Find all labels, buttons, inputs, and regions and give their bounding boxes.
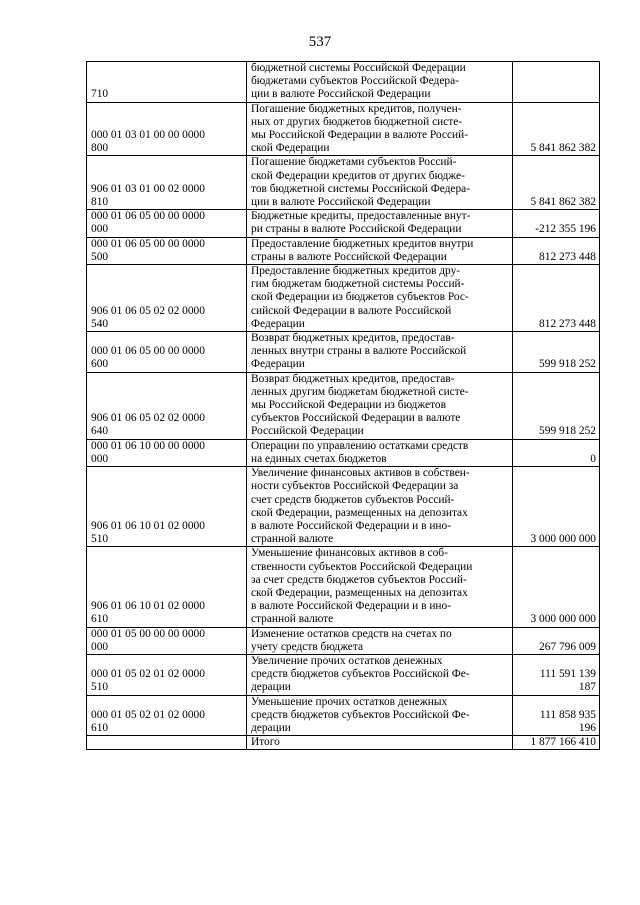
code-cell: 000 01 06 05 00 00 0000 500 <box>87 237 247 264</box>
table-row <box>87 736 600 750</box>
description-cell: Итого <box>247 736 513 750</box>
amount-cell: 111 591 139 187 <box>513 654 600 695</box>
amount-cell: 812 273 448 <box>513 237 600 264</box>
table-row <box>87 547 600 627</box>
code-cell: 000 01 05 02 01 02 0000 510 <box>87 654 247 695</box>
description-cell: Погашение бюджетами субъектов Россий- ской Федерации кредитов от других бюдже- тов бюджетной системы Российской Федера- ции в валюте Российской Федерации <box>247 156 513 210</box>
table-row <box>87 372 600 439</box>
code-cell: 906 01 06 05 02 02 0000 540 <box>87 265 247 332</box>
amount-cell: -212 355 196 <box>513 210 600 237</box>
budget-sources-table <box>86 61 600 750</box>
code-cell: 906 01 06 10 01 02 0000 510 <box>87 467 247 547</box>
table-row <box>87 332 600 373</box>
table-row <box>87 237 600 264</box>
amount-cell: 0 <box>513 439 600 466</box>
table-row <box>87 695 600 736</box>
code-cell: 000 01 05 00 00 00 0000 000 <box>87 627 247 654</box>
description-cell: Возврат бюджетных кредитов, предостав- ленных другим бюджетам бюджетной систе- мы Российской Федерации из бюджетов субъектов Российской Федерации в валюте Российской Федерации <box>247 372 513 439</box>
page-number: 537 <box>308 34 332 50</box>
table-row <box>87 627 600 654</box>
table-row <box>87 439 600 466</box>
description-cell: Погашение бюджетных кредитов, получен- ных от других бюджетов бюджетной систе- мы Российской Федерации в валюте Россий- ской Федерации <box>247 102 513 156</box>
code-cell: 906 01 06 10 01 02 0000 610 <box>87 547 247 627</box>
code-cell <box>87 736 247 750</box>
amount-cell: 3 000 000 000 <box>513 547 600 627</box>
table-row <box>87 210 600 237</box>
amount-cell: 599 918 252 <box>513 372 600 439</box>
table-body <box>87 62 600 750</box>
code-cell: 000 01 06 05 00 00 0000 000 <box>87 210 247 237</box>
table-row <box>87 62 600 103</box>
table-row <box>87 467 600 547</box>
table-row <box>87 102 600 156</box>
description-cell: Предоставление бюджетных кредитов внутри страны в валюте Российской Федерации <box>247 237 513 264</box>
amount-cell: 599 918 252 <box>513 332 600 373</box>
amount-cell: 111 858 935 196 <box>513 695 600 736</box>
description-cell: Предоставление бюджетных кредитов дру- гим бюджетам бюджетной системы Россий- ской Федерации из бюджетов субъектов Рос- сийской Федерации в валюте Российской Федерации <box>247 265 513 332</box>
table-row <box>87 156 600 210</box>
code-cell: 000 01 05 02 01 02 0000 610 <box>87 695 247 736</box>
table-row <box>87 654 600 695</box>
code-cell: 710 <box>87 62 247 103</box>
amount-cell: 5 841 862 382 <box>513 102 600 156</box>
code-cell: 000 01 03 01 00 00 0000 800 <box>87 102 247 156</box>
description-cell: Уменьшение финансовых активов в соб- ственности субъектов Российской Федерации за счет средств бюджетов субъектов Россий- ской Федерации, размещенных на депозитах в валюте Российской Федерации и в ино- странной валюте <box>247 547 513 627</box>
description-cell: Увеличение финансовых активов в собствен- ности субъектов Российской Федерации за счет средств бюджетов субъектов Россий- ской Федерации, размещенных на депозитах в валюте Российской Федерации и в ино- странной валюте <box>247 467 513 547</box>
code-cell: 000 01 06 05 00 00 0000 600 <box>87 332 247 373</box>
amount-cell: 812 273 448 <box>513 265 600 332</box>
amount-cell: 267 796 009 <box>513 627 600 654</box>
amount-cell: 1 877 166 410 <box>513 736 600 750</box>
description-cell: Увеличение прочих остатков денежных средств бюджетов субъектов Российской Фе- дерации <box>247 654 513 695</box>
code-cell: 000 01 06 10 00 00 0000 000 <box>87 439 247 466</box>
description-cell: Уменьшение прочих остатков денежных средств бюджетов субъектов Российской Фе- дерации <box>247 695 513 736</box>
description-cell: бюджетной системы Российской Федерации бюджетами субъектов Российской Федера- ции в валюте Российской Федерации <box>247 62 513 103</box>
description-cell: Бюджетные кредиты, предоставленные внут- ри страны в валюте Российской Федерации <box>247 210 513 237</box>
amount-cell <box>513 62 600 103</box>
amount-cell: 5 841 862 382 <box>513 156 600 210</box>
description-cell: Изменение остатков средств на счетах по учету средств бюджета <box>247 627 513 654</box>
amount-cell: 3 000 000 000 <box>513 467 600 547</box>
description-cell: Операции по управлению остатками средств на единых счетах бюджетов <box>247 439 513 466</box>
code-cell: 906 01 06 05 02 02 0000 640 <box>87 372 247 439</box>
code-cell: 906 01 03 01 00 02 0000 810 <box>87 156 247 210</box>
table-row <box>87 265 600 332</box>
description-cell: Возврат бюджетных кредитов, предостав- ленных внутри страны в валюте Российской Федерации <box>247 332 513 373</box>
